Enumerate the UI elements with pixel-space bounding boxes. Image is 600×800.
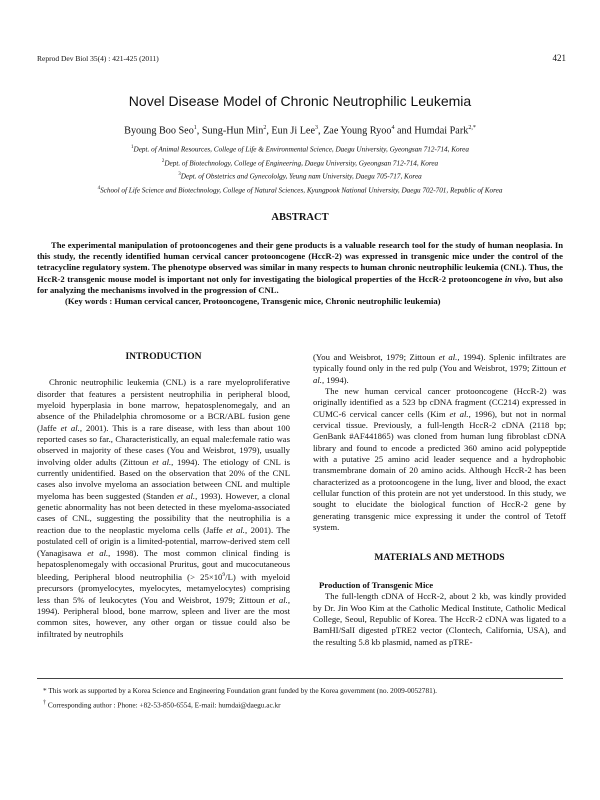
footnote-divider — [37, 678, 563, 679]
keywords: (Key words : Human cervical cancer, Protooncogene, Transgenic mice, Chronic neutrophilic leukemia) — [65, 296, 441, 307]
author-name: Sung-Hun Min — [201, 125, 264, 137]
author-separator: , — [196, 125, 202, 137]
introduction-heading: INTRODUCTION — [125, 352, 202, 362]
author-name: Byoung Boo Seo — [124, 125, 194, 137]
author-separator: , — [317, 125, 324, 137]
introduction-paragraph: The new human cervical cancer protooncogene (HccR-2) was originally identified as a 523 bp cDNA fragment (CC214) expressed in CUMC-6 cervical cancer cells (Kim et al., 1996), but not in normal cervical tissue. Previously, a full-length HccR-2 cDNA (2118 bp; GenBank #AF441865) was cloned from human lung fibroblast cDNA library and found to encode a predicted 360 amino acid polypeptide with a putative 25 amino acid leader sequence and a hydrophobic transmembrane domain of 20 amino acids. Although HccR-2 has been characterized as a protooncogene in the lung, liver and blood, the exact cellular function of this protein are not yet understood. In this study, we sought to elucidate the biological function of HccR-2 gene by generating transgenic mice expressing it under the control of Tetoff system. — [313, 386, 567, 533]
spacer — [313, 564, 566, 580]
funding-footnote: * This work as supported by a Korea Science and Engineering Foundation grant funded by the Korea government (no. 2009-0052781). — [43, 686, 438, 695]
introduction-paragraph-continued: (You and Weisbrot, 1979; Zittoun et al., 1994). Splenic infiltrates are typically found only in the red pulp (You and Weisbrot, 1979; Zittoun et al., 1994). — [313, 352, 566, 385]
author-name: Zae Young Ryoo — [323, 125, 392, 137]
spacer — [313, 534, 566, 553]
spacer — [37, 363, 290, 377]
author-list — [0, 125, 600, 136]
right-column — [313, 352, 566, 648]
affiliation: $^3$Dept. of Obstetrics and Gynecololgy, Yeung nam University, Daegu 705-717, Korea — [178, 172, 422, 181]
affiliation: $^1$Dept. of Animal Resources, College of Life & Environmental Science, Daegu University, Gyeongsan 712-714, Korea — [131, 145, 469, 154]
author-separator: and — [394, 125, 415, 137]
affiliation-list — [0, 142, 600, 196]
abstract-body — [37, 240, 563, 307]
methods-subheading: Production of Transgenic Mice — [319, 579, 434, 590]
introduction-paragraph: Chronic neutrophilic leukemia (CNL) is a rare myeloproliferative disorder that features a persistent neutrophilia in peripheral blood, myeloid hyperplasia in bone marrow, hepatosplenomegaly, and an absence of the Philadelphia chromosome or a BCR/ABL fusion gene (Jaffe et al., 2001). This is a rare disease, with less than about 100 reported cases so far., Characteristically, an equal male:female ratio was observed in majority of these cases (You and Weisbrot, 1979), usually involving older adults (Zittoun et al., 1994). The etiology of CNL is currently unidentified. Based on the observation that 20% of the CNL cases also involve myeloma an association between CNL and multiple myeloma has been suggested (Standen et al., 1993). However, a clonal genetic abnormality has not been detected in these myeloma-associated cases of CNL, suggesting the possibility that the neutrophilia is a reaction due to the neoplastic myeloma cells (Jaffe et al., 2001). The postulated cell of origin is a limited-potential, marrow-derived stem cell (Yanagisawa et al., 1998). The most common clinical finding is hepatosplenomegaly with occasional Pruritus, gout and mucocutaneous bleeding, Peripheral blood neutrophilia (> $25\times 10^9/L$) with myeloid precursors (promyelocytes, myelocytes, metamyelocytes) comprising less than 5% of leukocytes (You and Weisbrot, 1979; Zittoun et al., 1994). Peripheral blood, bone marrow, spleen and liver are the most common sites, however, any other organ or tissue could also be infiltrated by neutrophils — [37, 377, 291, 639]
footnotes — [37, 684, 563, 711]
corresponding-author-footnote: † Corresponding author : Phone: +82-53-850-6554, E-mail: humdai@daegu.ac.kr — [43, 700, 281, 710]
methods-paragraph: The full-length cDNA of HccR-2, about 2 kb, was kindly provided by Dr. Jin Woo Kim at the Catholic Medical Institute, Catholic Medical College, Seoul, Republic of Korea. The HccR-2 cDNA was ligated to a BamHI/SalI digested pTRE2 vector (Clontech, California, USA), and the resulting 5.8 kb plasmid, named as pTRE- — [313, 591, 566, 647]
abstract-text: The experimental manipulation of protooncogenes and their gene products is a valuable research tool for the study of human neoplasia. In this study, the recently identified human cervical cancer protooncogene (HccR-2) was expressed in transgenic mice under the control of the tetracycline regulatory system. The phenotype observed was similar in many respects to human chronic neutrophilic leukemia (CNL). Thus, the HccR-2 transgenic mouse model is important not only for investigating the biological properties of the HccR-2 protooncogene in vivo, but also for analyzing the mechanisms involved in the progression of CNL. — [37, 240, 563, 295]
left-column — [37, 352, 290, 640]
author-name: Humdai Park — [414, 125, 469, 137]
author-affiliation-mark: 3 — [314, 125, 318, 131]
running-head: Reprod Dev Biol 35(4) : 421-425 (2011) — [37, 54, 159, 63]
author-affiliation-mark: 2 — [263, 125, 267, 131]
author-affiliation-mark: 1 — [193, 125, 197, 131]
article-title: Novel Disease Model of Chronic Neutrophilic Leukemia — [128, 93, 472, 109]
author-name: Eun Ji Lee — [271, 125, 315, 137]
author-affiliation-mark: 4 — [391, 125, 395, 131]
methods-heading: MATERIALS AND METHODS — [374, 552, 505, 563]
author-affiliation-mark: 2,* — [468, 125, 476, 131]
affiliation: $^2$Dept. of Biotechnology, College of Engineering, Daegu University, Gyeongsan 712-714, Korea — [161, 158, 439, 167]
affiliation: $^4$School of Life Science and Biotechnology, College of Natural Sciences, Kyungpook National University, Daegu 702-701, Republic of Korea — [97, 185, 503, 195]
author-separator: , — [266, 125, 272, 137]
abstract-heading: ABSTRACT — [271, 212, 329, 223]
page-number: 421 — [552, 53, 566, 63]
